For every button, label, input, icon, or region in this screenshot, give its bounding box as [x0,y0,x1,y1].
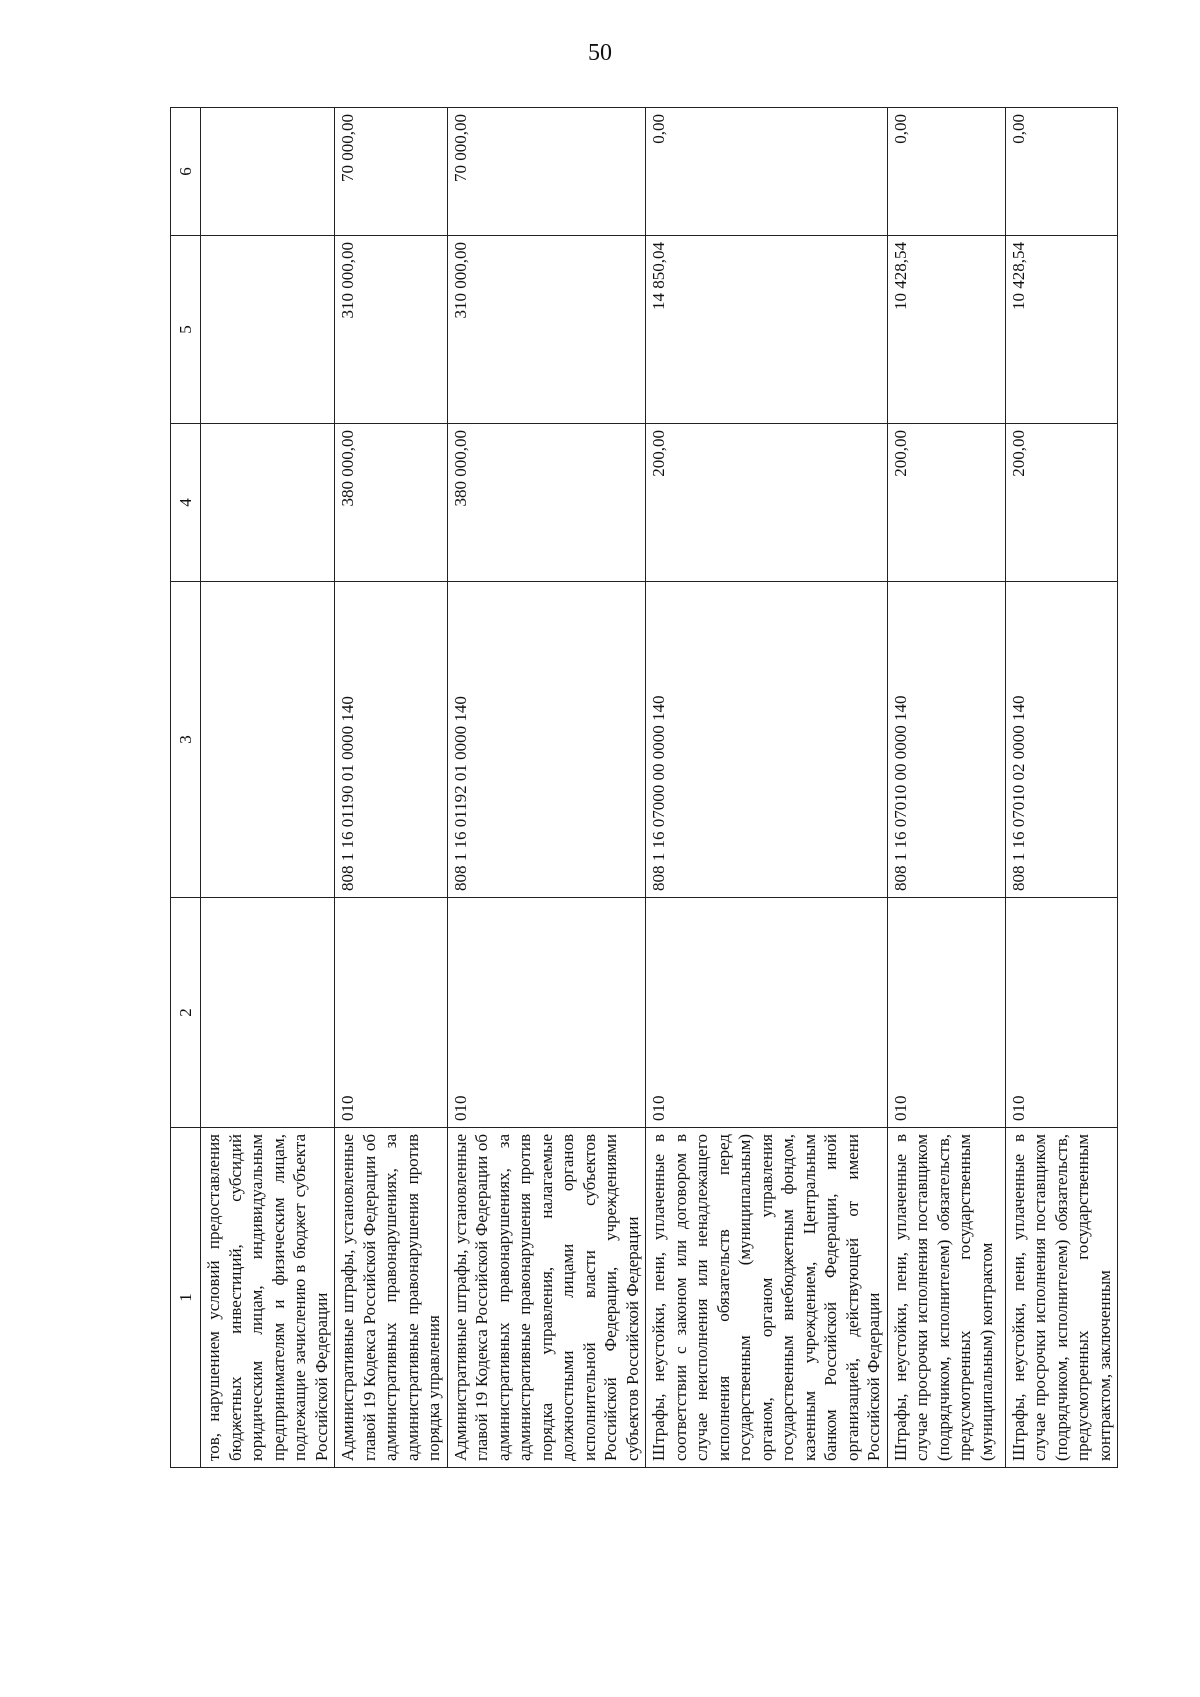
row-admin-code: 010 [335,898,448,1128]
row-value-col6: 70 000,00 [335,108,448,236]
column-header-5: 5 [171,236,201,424]
row-value-col5 [201,236,335,424]
row-value-col5: 10 428,54 [1005,236,1118,424]
table-row [646,108,888,1468]
row-admin-code: 010 [1005,898,1118,1128]
row-value-col6: 70 000,00 [447,108,646,236]
row-value-col4: 200,00 [887,424,1005,582]
row-budget-code: 808 1 16 01190 01 0000 140 [335,582,448,898]
row-description: Административные штрафы, установленные главой 19 Кодекса Российской Федерации об административных правонарушениях, за административные правонарушения против порядка управления [335,1128,448,1468]
row-budget-code [201,582,335,898]
row-value-col4: 200,00 [646,424,888,582]
row-value-col5: 310 000,00 [447,236,646,424]
row-description: тов, нарушением условий предоставления бюджетных инвестиций, субсидий юридическим лицам, индивидуальным предпринимателям и физическим лицам, подлежащие зачислению в бюджет субъекта Российской Федерации [201,1128,335,1468]
table-row [201,108,335,1468]
row-value-col4 [201,424,335,582]
page-number: 50 [588,40,612,66]
row-value-col6: 0,00 [887,108,1005,236]
row-description: Административные штрафы, установленные главой 19 Кодекса Российской Федерации об административных правонарушениях, за административные правонарушения против порядка управления, налагаемые должностными лицами органов исполнительной власти субъектов Российской Федерации, учреждениями субъектов Российской Федерации [447,1128,646,1468]
row-value-col5: 310 000,00 [335,236,448,424]
row-budget-code: 808 1 16 07010 02 0000 140 [1005,582,1118,898]
row-value-col4: 380 000,00 [447,424,646,582]
column-header-3: 3 [171,582,201,898]
column-number-row [171,108,201,1468]
row-description: Штрафы, неустойки, пени, уплаченные в соответствии с законом или договором в случае неисполнения или ненадлежащего исполнения обязательств перед государственным (муниципальным) органом, органом управления государственным внебюджетным фондом, казенным учреждением, Центральным банком Российской Федерации, иной организацией, действующей от имени Российской Федерации [646,1128,888,1468]
table-row [335,108,448,1468]
table-row [887,108,1005,1468]
rotated-table-area [170,108,1121,1468]
row-budget-code: 808 1 16 07010 00 0000 140 [887,582,1005,898]
rotated-table-container [170,108,1121,1468]
column-header-6: 6 [171,108,201,236]
row-value-col6: 0,00 [1005,108,1118,236]
row-budget-code: 808 1 16 01192 01 0000 140 [447,582,646,898]
row-value-col5: 14 850,04 [646,236,888,424]
row-value-col4: 200,00 [1005,424,1118,582]
table-row [447,108,646,1468]
row-value-col5: 10 428,54 [887,236,1005,424]
row-description: Штрафы, неустойки, пени, уплаченные в случае просрочки исполнения поставщиком (подрядчиком, исполнителем) обязательств, предусмотренных государственным (муниципальным) контрактом [887,1128,1005,1468]
row-admin-code: 010 [447,898,646,1128]
row-budget-code: 808 1 16 07000 00 0000 140 [646,582,888,898]
row-value-col4: 380 000,00 [335,424,448,582]
column-header-4: 4 [171,424,201,582]
row-value-col6: 0,00 [646,108,888,236]
row-description: Штрафы, неустойки, пени, уплаченные в случае просрочки исполнения поставщиком (подрядчиком, исполнителем) обязательств, предусмотренных государственным контрактом, заключенным [1005,1128,1118,1468]
row-admin-code: 010 [646,898,888,1128]
row-value-col6 [201,108,335,236]
table-row [1005,108,1118,1468]
column-header-1: 1 [171,1128,201,1468]
column-header-2: 2 [171,898,201,1128]
row-admin-code: 010 [887,898,1005,1128]
row-admin-code [201,898,335,1128]
revenue-table [170,107,1118,1468]
